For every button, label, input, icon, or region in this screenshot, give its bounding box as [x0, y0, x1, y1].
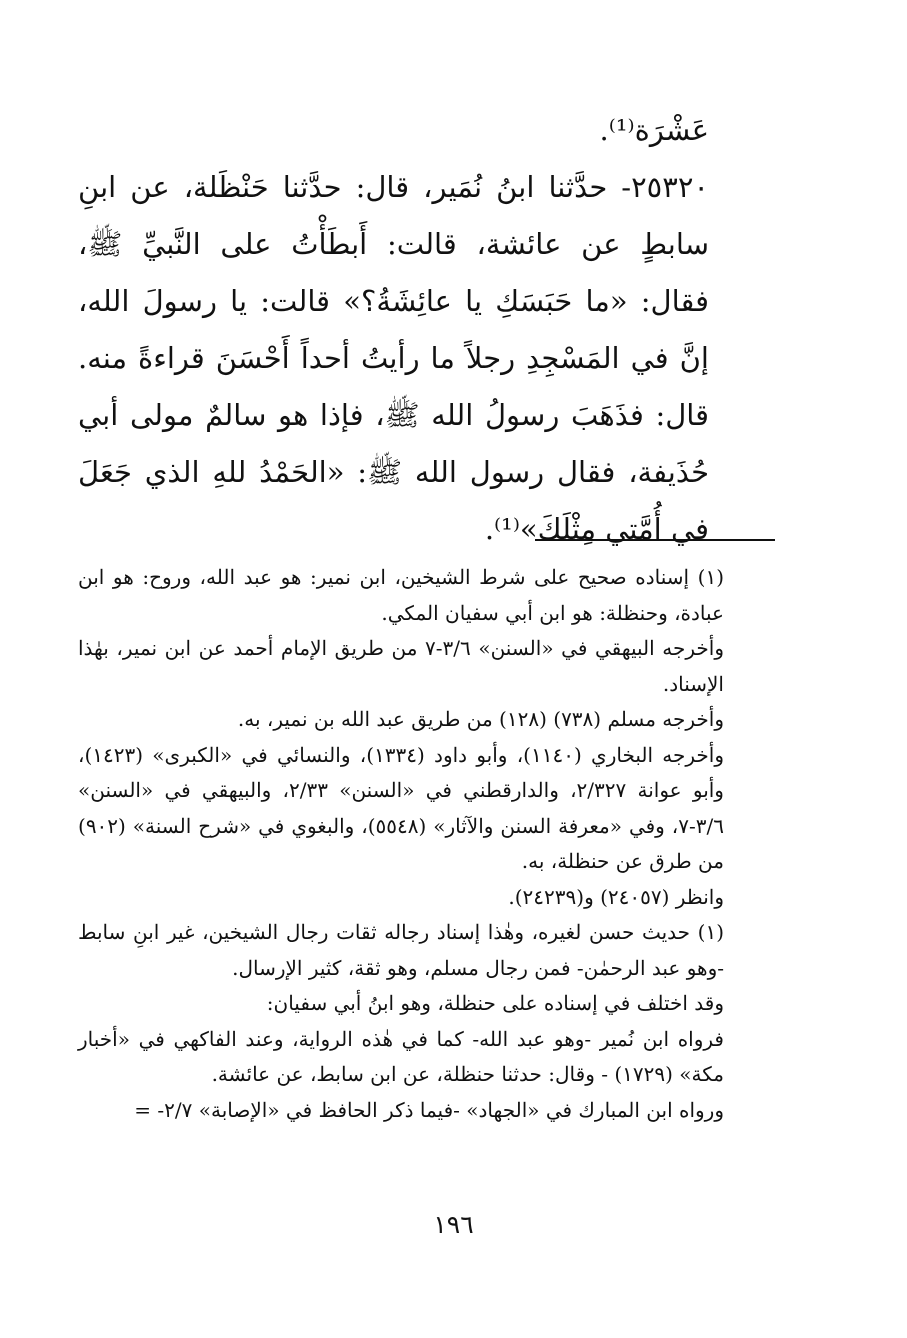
footnote-paragraph: (١) إسناده صحيح على شرط الشيخين، ابن نمير: هو عبد الله، وروح: هو ابن عبادة، وحنظلة: هو ابن أبي سفيان المكي.: [78, 565, 724, 625]
page-number: ١٩٦: [433, 1210, 474, 1239]
footnote-separator: [535, 539, 775, 541]
main-text: [78, 102, 779, 558]
footnotes: [78, 560, 779, 1128]
footnote-paragraph: ورواه ابن المبارك في «الجهاد» -فيما ذكر الحافظ في «الإصابة» ٢/٧- =: [134, 1097, 724, 1122]
footnote-paragraph: وقد اختلف في إسناده على حنظلة، وهو ابنُ أبي سفيان:: [266, 991, 724, 1015]
hadith-paragraph: ٢٥٣٢٠- حدَّثنا ابنُ نُمَير، قال: حدَّثنا حَنْظَلة، عن ابنِ سابطٍ عن عائشة، قالت: أَبطَأْتُ على النَّبيِّ ﷺ، فقال: «ما حَبَسَكِ يا عائِشَةُ؟» قالت: يا رسولَ الله، إنَّ في المَسْجِدِ رجلاً ما رأيتُ أحداً أَحْسَنَ قراءةً منه. قال: فذَهَبَ رسولُ الله ﷺ، فإذا هو سالمٌ مولى أبي حُذَيفة، فقال رسول الله ﷺ: «الحَمْدُ للهِ الذي جَعَلَ في أُمَّتي مِثْلَكَ»⁽¹⁾.: [78, 170, 709, 546]
footnote-paragraph: وأخرجه مسلم (٧٣٨) (١٢٨) من طريق عبد الله بن نمير، به.: [237, 707, 724, 731]
footnote-paragraph: فرواه ابن نُمير -وهو عبد الله- كما في هٰذه الرواية، وعند الفاكهي في «أخبار مكة» (١٧٢٩) - وقال: حدثنا حنظلة، عن ابن سابط، عن عائشة.: [78, 1026, 724, 1086]
footnote-paragraph: وأخرجه البخاري (١١٤٠)، وأبو داود (١٣٣٤)، والنسائي في «الكبرى» (١٤٢٣)، وأبو عوانة ٢/٣٢٧، والدارقطني في «السنن» ٢/٣٣، والبيهقي في «السنن» ٣/٦-٧، وفي «معرفة السنن والآثار» (٥٥٤٨)، والبغوي في «شرح السنة» (٩٠٢) من طرق عن حنظلة، به.: [78, 742, 725, 873]
footnote-paragraph: وأخرجه البيهقي في «السنن» ٣/٦-٧ من طريق الإمام أحمد عن ابن نمير، بهٰذا الإسناد.: [78, 636, 724, 696]
footnote-paragraph: وانظر (٢٤٠٥٧) و(٢٤٢٣٩).: [508, 884, 724, 909]
continuation-line: عَشْرَة⁽¹⁾.: [599, 113, 709, 147]
footnote-paragraph: (١) حديث حسن لغيره، وهٰذا إسناد رجاله ثقات رجال الشيخين، غير ابنِ سابط -وهو عبد الرحمٰن- فمن رجال مسلم، وهو ثقة، كثير الإرسال.: [78, 920, 724, 980]
